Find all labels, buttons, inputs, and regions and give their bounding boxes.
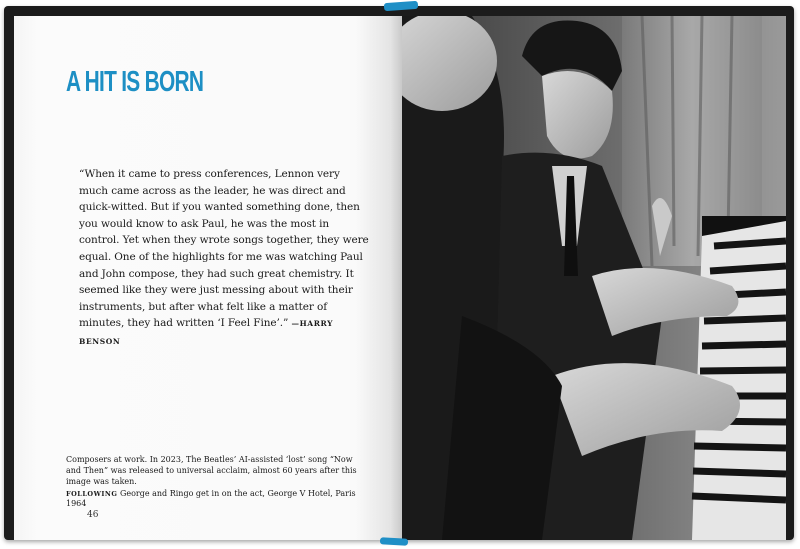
page-number: 46 bbox=[87, 510, 99, 520]
quote-attribution: —HARRY BENSON bbox=[79, 319, 334, 346]
quote-block bbox=[79, 166, 369, 351]
photograph-two-musicians-at-piano bbox=[402, 16, 786, 540]
following-label: FOLLOWING bbox=[66, 490, 118, 498]
following-note bbox=[66, 489, 376, 509]
quote-text: “When it came to press conferences, Lennon very much came across as the leader, he was direct and quick-witted. But if you wanted something done, then you would know to ask Paul, he was the most in control. Yet when they wrote songs together, they were equal. One of the highlights for me was watching Paul and John compose, they had such great chemistry. It seemed like they were just messing about with their instruments, but after what felt like a matter of minutes, they had written ‘I Feel Fine’.” bbox=[79, 168, 369, 330]
bookmark-ribbon-bottom bbox=[380, 537, 408, 545]
photo-caption: Composers at work. In 2023, The Beatles’ AI-assisted ‘lost’ song “Now and Then” was released to universal acclaim, almost 60 years after this image was taken. bbox=[66, 455, 357, 486]
chapter-title: A HIT IS BORN bbox=[66, 66, 204, 98]
following-text: George and Ringo get in on the act, George V Hotel, Paris 1964 bbox=[66, 489, 356, 508]
piano-photo-illustration bbox=[402, 16, 786, 540]
